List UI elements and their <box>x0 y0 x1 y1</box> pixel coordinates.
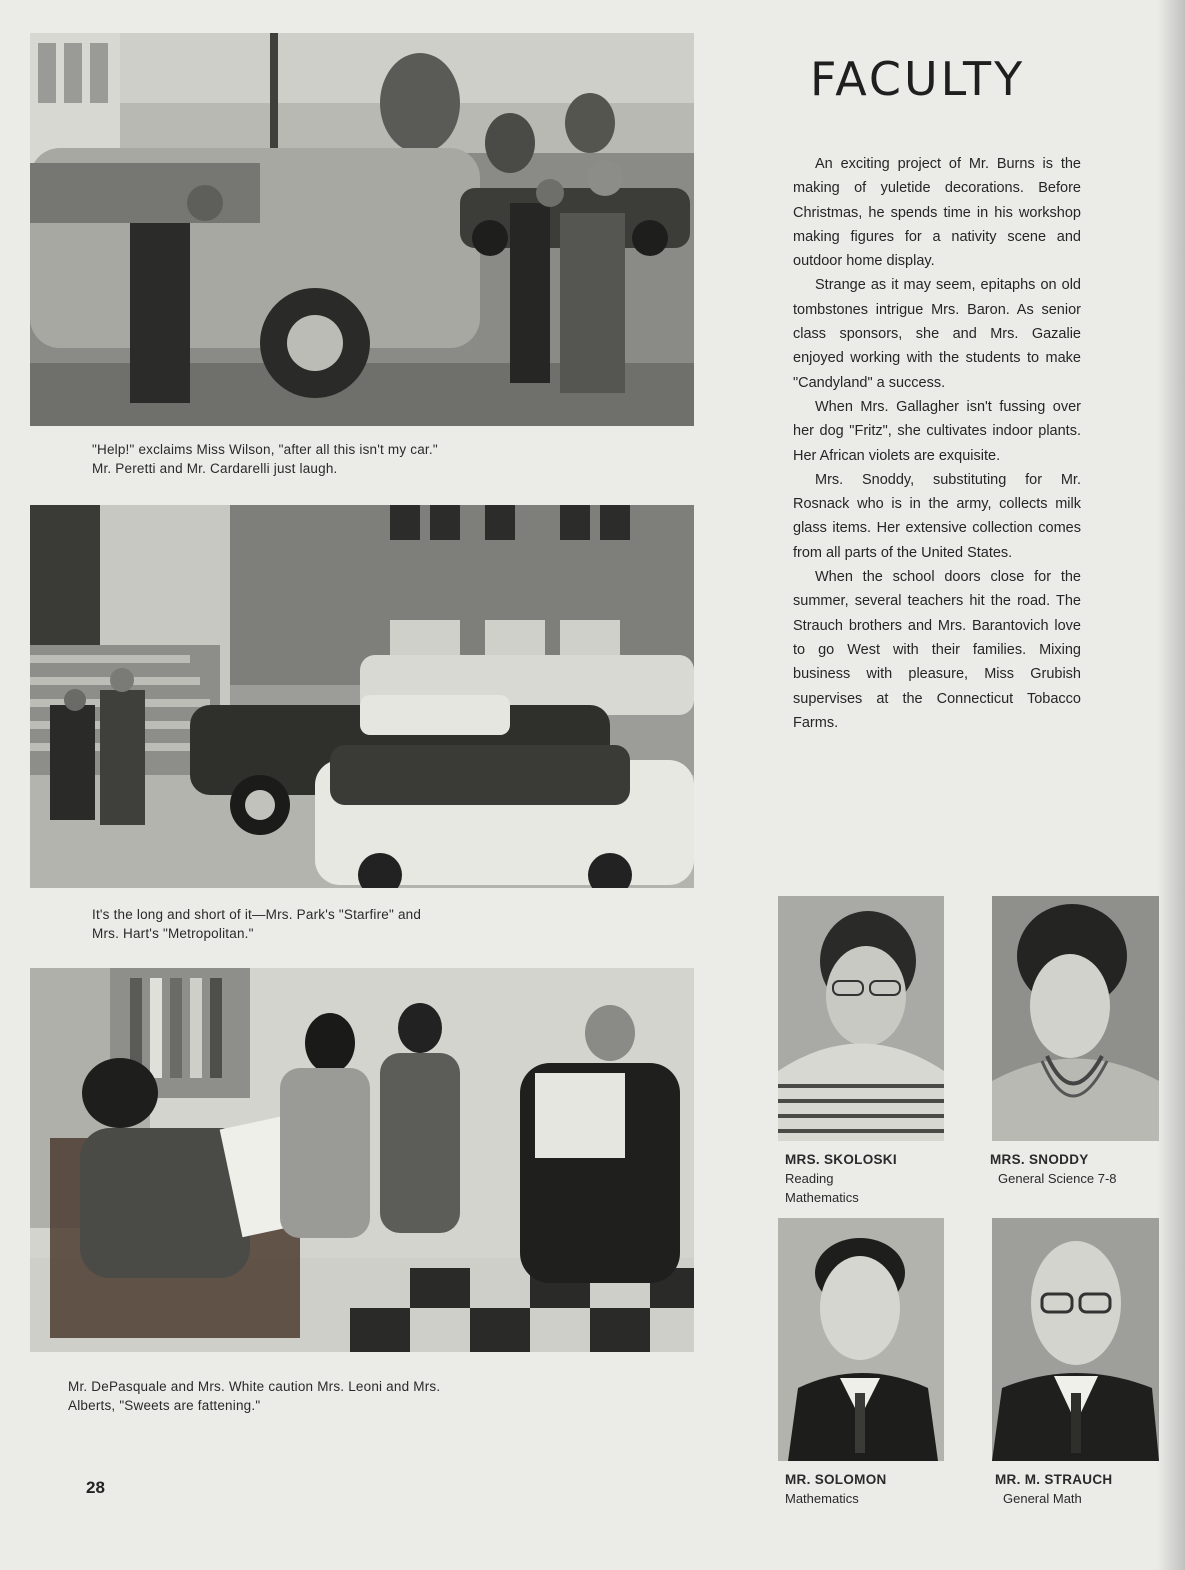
teacher-name: MR. M. STRAUCH <box>995 1472 1113 1487</box>
photo-car-parking-lot <box>30 33 694 426</box>
portrait-caption-strauch <box>995 1470 1160 1508</box>
portrait-photo-solomon <box>778 1218 944 1461</box>
photo-caption-1 <box>92 440 652 478</box>
portrait-caption-solomon <box>785 1470 945 1508</box>
portrait-caption-skoloski <box>785 1150 945 1207</box>
teacher-subject: Mathematics <box>785 1491 859 1506</box>
photo-school-cars <box>30 505 694 888</box>
body-paragraph: Strange as it may seem, epitaphs on old tombstones intrigue Mrs. Baron. As senior class sponsors, she and Mrs. Gazalie enjoyed working with the students to make "Candyland" a success. <box>793 277 1081 391</box>
page-edge-shadow <box>1157 0 1185 1570</box>
teacher-subject: General Math <box>1003 1491 1082 1506</box>
photo-teachers-lounge <box>30 968 694 1352</box>
teacher-name: MRS. SNODDY <box>990 1152 1089 1167</box>
portrait-photo-skoloski <box>778 896 944 1141</box>
caption-line: "Help!" exclaims Miss Wilson, "after all this isn't my car." <box>92 442 438 457</box>
teacher-name: MRS. SKOLOSKI <box>785 1152 897 1167</box>
caption-line: Alberts, "Sweets are fattening." <box>68 1398 261 1413</box>
caption-line: Mr. Peretti and Mr. Cardarelli just laugh. <box>92 461 338 476</box>
section-title: FACULTY <box>810 52 1026 106</box>
teacher-subject: Reading <box>785 1171 834 1186</box>
page-number: 28 <box>86 1478 105 1497</box>
teacher-subject: Mathematics <box>785 1190 859 1205</box>
body-paragraph: When Mrs. Gallagher isn't fussing over her dog "Fritz", she cultivates indoor plants. Her African violets are exquisite. <box>793 398 1081 464</box>
portrait-caption-snoddy <box>990 1150 1160 1188</box>
teacher-name: MR. SOLOMON <box>785 1472 887 1487</box>
caption-line: Mrs. Hart's "Metropolitan." <box>92 926 254 941</box>
portrait-photo-snoddy <box>992 896 1159 1141</box>
photo-caption-2 <box>92 905 652 943</box>
teacher-subject: General Science 7-8 <box>998 1171 1117 1186</box>
caption-line: It's the long and short of it—Mrs. Park's "Starfire" and <box>92 907 422 922</box>
caption-line: Mr. DePasquale and Mrs. White caution Mrs. Leoni and Mrs. <box>68 1379 441 1394</box>
body-paragraph: When the school doors close for the summer, several teachers hit the road. The Strauch brothers and Mrs. Barantovich love to go West with their families. Mixing business with pleasure, Miss Grubish supervises at the Connecticut Tobacco Farms. <box>793 569 1081 731</box>
body-paragraph: An exciting project of Mr. Burns is the making of yuletide decorations. Before Christmas, he spends time in his workshop making figures for a nativity scene and outdoor home display. <box>793 156 1081 270</box>
portrait-photo-strauch <box>992 1218 1159 1461</box>
photo-caption-3 <box>68 1377 628 1415</box>
body-paragraph: Mrs. Snoddy, substituting for Mr. Rosnack who is in the army, collects milk glass items. Her extensive collection comes from all parts of the United States. <box>793 471 1081 561</box>
body-text <box>793 152 1081 735</box>
